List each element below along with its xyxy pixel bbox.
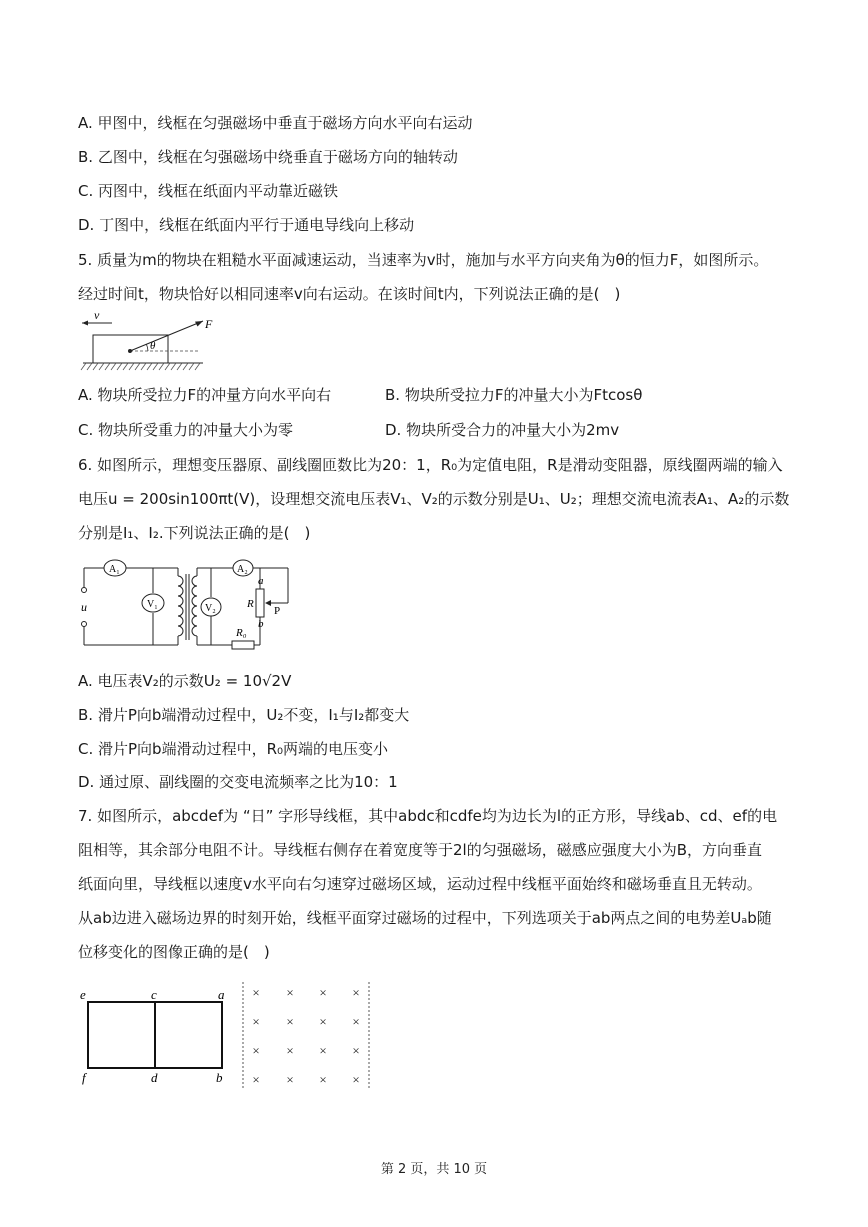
- q6-option-d: D. 通过原、副线圈的交变电流频率之比为10：1: [78, 773, 398, 791]
- field-mark: ×: [286, 1043, 294, 1058]
- q7-label-d: d: [151, 1070, 158, 1085]
- q5-label-theta: θ: [150, 340, 156, 352]
- q4-option-b: B. 乙图中，线框在匀强磁场中绕垂直于磁场方向的轴转动: [78, 148, 458, 166]
- q6-option-b: B. 滑片P向b端滑动过程中，U₂不变，I₁与I₂都变大: [78, 706, 410, 724]
- q6-label-r0: R₀: [236, 627, 247, 639]
- q5-block-figure: [78, 310, 228, 376]
- q5-stem-line2: 经过时间t，物块恰好以相同速率v向右运动。在该时间t内，下列说法正确的是( ): [78, 285, 621, 303]
- field-mark: ×: [286, 985, 294, 1000]
- page-footer: 第 2 页，共 10 页: [380, 1162, 488, 1177]
- q6-option-a: A. 电压表V₂的示数U₂ = 10√2V: [78, 672, 292, 690]
- field-mark: ×: [252, 1014, 260, 1029]
- field-mark: ×: [252, 1043, 260, 1058]
- q5-option-a: A. 物块所受拉力F的冲量方向水平向右: [78, 386, 332, 404]
- q4-option-d: D. 丁图中，线框在纸面内平行于通电导线向上移动: [78, 216, 415, 234]
- q7-label-c: c: [151, 987, 157, 1002]
- q6-label-v2: V₂: [205, 603, 216, 614]
- field-mark: ×: [352, 985, 360, 1000]
- q5-label-f: F: [205, 317, 213, 331]
- q6-transformer-circuit: [78, 552, 308, 652]
- q5-stem-line1: 5. 质量为m的物块在粗糙水平面减速运动，当速率为v时，施加与水平方向夹角为θ的恒力F，如图所示。: [78, 251, 769, 269]
- q7-label-e: e: [80, 987, 86, 1002]
- q6-label-a1: A₁: [109, 564, 120, 575]
- q7-stem-line5: 位移变化的图像正确的是( ): [78, 943, 270, 961]
- q6-stem-line1: 6. 如图所示，理想变压器原、副线圈匝数比为20：1，R₀为定值电阻，R是滑动变阻器，原线圈两端的输入: [78, 456, 783, 474]
- q4-option-c: C. 丙图中，线框在纸面内平动靠近磁铁: [78, 182, 339, 200]
- q7-label-a: a: [218, 987, 225, 1002]
- field-mark: ×: [252, 985, 260, 1000]
- field-mark: ×: [286, 1072, 294, 1087]
- q6-stem-line2: 电压u = 200sin100πt(V)，设理想交流电压表V₁、V₂的示数分别是U₁、U₂；理想交流电流表A₁、A₂的示数: [78, 490, 790, 508]
- q6-option-c: C. 滑片P向b端滑动过程中，R₀两端的电压变小: [78, 740, 389, 758]
- q5-option-d: D. 物块所受合力的冲量大小为2mv: [385, 421, 620, 439]
- q5-option-c: C. 物块所受重力的冲量大小为零: [78, 421, 294, 439]
- q6-label-p: P: [274, 605, 281, 617]
- field-mark: ×: [352, 1014, 360, 1029]
- q6-stem-line3: 分别是I₁、I₂.下列说法正确的是( ): [78, 524, 311, 542]
- q7-stem-line2: 阻相等，其余部分电阻不计。导线框右侧存在着宽度等于2l的匀强磁场，磁感应强度大小为B，方向垂直: [78, 841, 763, 859]
- q6-label-v1: V₁: [147, 599, 158, 610]
- q6-label-r: R: [247, 598, 254, 610]
- q7-label-b: b: [216, 1070, 223, 1085]
- q6-label-b: b: [258, 618, 264, 630]
- field-mark: ×: [319, 1072, 327, 1087]
- q6-label-a2: A₂: [237, 564, 248, 575]
- field-mark: ×: [252, 1072, 260, 1087]
- q7-stem-line1: 7. 如图所示，abcdef为 “日” 字形导线框，其中abdc和cdfe均为边长为l的正方形，导线ab、cd、ef的电: [78, 807, 778, 825]
- q7-label-f: f: [82, 1070, 86, 1085]
- q6-label-a: a: [258, 575, 264, 587]
- q6-label-u: u: [81, 600, 87, 614]
- field-mark: ×: [286, 1014, 294, 1029]
- field-mark: ×: [352, 1043, 360, 1058]
- q7-frame-field-figure: [78, 982, 378, 1090]
- field-mark: ×: [319, 1014, 327, 1029]
- field-mark: ×: [319, 985, 327, 1000]
- q7-stem-line4: 从ab边进入磁场边界的时刻开始，线框平面穿过磁场的过程中，下列选项关于ab两点之间的电势差Uₐb随: [78, 909, 772, 927]
- field-mark: ×: [319, 1043, 327, 1058]
- q4-option-a: A. 甲图中，线框在匀强磁场中垂直于磁场方向水平向右运动: [78, 114, 473, 132]
- field-mark: ×: [352, 1072, 360, 1087]
- q5-label-v: v: [94, 310, 100, 322]
- q7-stem-line3: 纸面向里，导线框以速度v水平向右匀速穿过磁场区域，运动过程中线框平面始终和磁场垂直且无转动。: [78, 875, 762, 893]
- q5-option-b: B. 物块所受拉力F的冲量大小为Ftcosθ: [385, 386, 643, 404]
